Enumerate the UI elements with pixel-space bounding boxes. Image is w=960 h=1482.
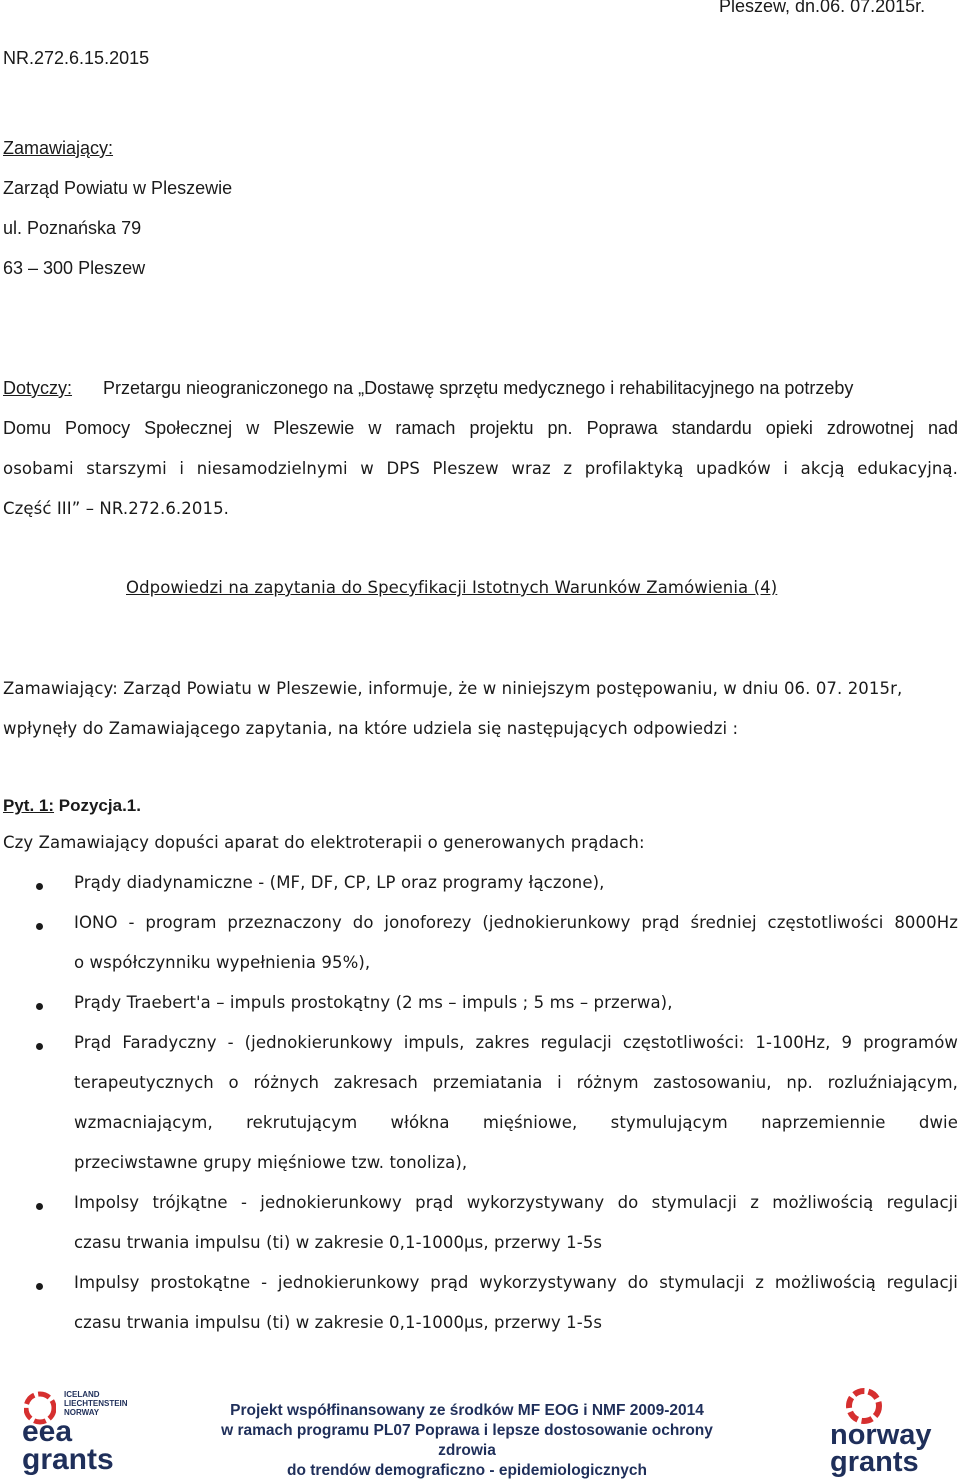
bullet-dot: [36, 1003, 43, 1010]
footer-line-2: w ramach programu PL07 Poprawa i lepsze dostosowanie ochrony zdrowia: [221, 1422, 713, 1459]
list-item-line-wrap: [74, 993, 673, 1012]
subject-line-4: Część III” – NR.272.6.2015.: [3, 499, 230, 518]
list-item-line-wrap: [74, 1273, 958, 1292]
list-item-line: Prądy diadynamiczne - (MF, DF, CP, LP oraz programy łączone),: [74, 873, 605, 892]
subject-label: Dotyczy:: [3, 378, 73, 398]
list-item-line-wrap: [74, 913, 958, 932]
bullet-dot: [36, 883, 43, 890]
eea-country: ICELAND: [64, 1390, 100, 1399]
ordering-party-city: 63 – 300 Pleszew: [3, 258, 146, 278]
list-item-line-wrap: [74, 1313, 602, 1332]
list-item-line: czasu trwania impulsu (ti) w zakresie 0,1-1000µs, przerwy 1-5s: [74, 1233, 603, 1252]
list-item-line: IONO - program przeznaczony do jonoforezy (jednokierunkowy prąd średniej częstotliwości 8000Hz: [74, 913, 958, 932]
subject-line-2-wrap: [3, 418, 958, 439]
bullet-dot: [36, 1283, 43, 1290]
intro-line-1: Zamawiający: Zarząd Powiatu w Pleszewie, informuje, że w niniejszym postępowaniu, w dniu 06. 07. 2015r,: [3, 679, 903, 698]
intro-line-2: wpłynęły do Zamawiającego zapytania, na które udziela się następujących odpowiedzi :: [3, 719, 739, 738]
ordering-party-street: ul. Poznańska 79: [3, 218, 142, 238]
eea-countries: [64, 1390, 128, 1417]
list-item-line: Prądy Traebert'a – impuls prostokątny (2 ms – impuls ; 5 ms – przerwa),: [74, 993, 673, 1012]
question-number: Pyt. 1:: [3, 796, 55, 815]
list-item-line: o współczynniku wypełnienia 95%),: [74, 953, 371, 972]
document-date: Pleszew, dn.06. 07.2015r.: [719, 0, 926, 16]
grants-word: grants: [22, 1443, 114, 1476]
list-item-line: Impulsy prostokątne - jednokierunkowy prąd wykorzystywany do stymulacji z możliwością regulacji: [74, 1273, 958, 1292]
eea-country: NORWAY: [64, 1408, 100, 1417]
subject-line-3: osobami starszymi i niesamodzielnymi w DPS Pleszew wraz z profilaktyką upadków i akcją edukacyjną.: [3, 459, 958, 478]
list-item-line: wzmacniającym, rekrutującym włókna mięśniowe, stymulującym naprzemiennie dwie: [74, 1113, 958, 1132]
eea-country: LIECHTENSTEIN: [64, 1399, 128, 1408]
grants-word: grants: [830, 1446, 919, 1478]
bullet-dot: [36, 1203, 43, 1210]
subject-line-3-wrap: [3, 459, 958, 478]
list-item-line-wrap: [74, 1073, 958, 1092]
reference-number: NR.272.6.15.2015: [3, 48, 150, 68]
footer-line-1: Projekt współfinansowany ze środków MF EOG i NMF 2009-2014: [230, 1402, 704, 1419]
list-item-line-wrap: [74, 1153, 467, 1172]
list-item-line: terapeutycznych o różnych zakresach przemiatania i różnym zastosowaniu, np. rozluźniającym,: [74, 1073, 958, 1092]
list-item-line: Prąd Faradyczny - (jednokierunkowy impuls, zakres regulacji częstotliwości: 1-100Hz, 9 programów: [74, 1033, 958, 1052]
list-item-line-wrap: [74, 873, 605, 892]
list-item-line: Impolsy trójkątne - jednokierunkowy prąd wykorzystywany do stymulacji z możliwością regulacji: [74, 1193, 958, 1212]
eea-grants-logo: [22, 1388, 142, 1478]
footer-line-3: do trendów demograficzno - epidemiologicznych: [287, 1462, 647, 1479]
question-lead: Czy Zamawiający dopuści aparat do elektroterapii o generowanych prądach:: [3, 833, 645, 852]
norway-word: norway: [830, 1419, 932, 1451]
list-item-line-wrap: [74, 1113, 958, 1132]
norway-logo-text: [830, 1419, 932, 1478]
bullet-dot: [36, 1043, 43, 1050]
list-item-line: przeciwstawne grupy mięśniowe tzw. tonoliza),: [74, 1153, 468, 1172]
bullet-dot: [36, 923, 43, 930]
list-item-line-wrap: [74, 953, 370, 972]
subject-line-2: Domu Pomocy Społecznej w Pleszewie w ramach projektu pn. Poprawa standardu opieki zdrowotnej nad: [3, 418, 958, 438]
footer-funding-text: [210, 1401, 724, 1481]
list-item-line-wrap: [74, 1233, 602, 1252]
question-position: Pozycja.1.: [54, 796, 141, 815]
list-item-line-wrap: [74, 1033, 958, 1052]
document-title: Odpowiedzi na zapytania do Specyfikacji Istotnych Warunków Zamówienia (4): [126, 578, 778, 597]
eea-word: eea: [22, 1415, 73, 1448]
norway-grants-logo: [820, 1386, 955, 1478]
list-item-line-wrap: [74, 1193, 958, 1212]
eea-logo-text: [22, 1415, 114, 1476]
ordering-party-name: Zarząd Powiatu w Pleszewie: [3, 178, 233, 198]
ordering-party-label: Zamawiający:: [3, 138, 114, 158]
question-heading: [3, 796, 141, 816]
list-item-line: czasu trwania impulsu (ti) w zakresie 0,1-1000µs, przerwy 1-5s: [74, 1313, 603, 1332]
subject-line-1: Przetargu nieograniczonego na „Dostawę sprzętu medycznego i rehabilitacyjnego na potrzeby: [103, 378, 854, 398]
